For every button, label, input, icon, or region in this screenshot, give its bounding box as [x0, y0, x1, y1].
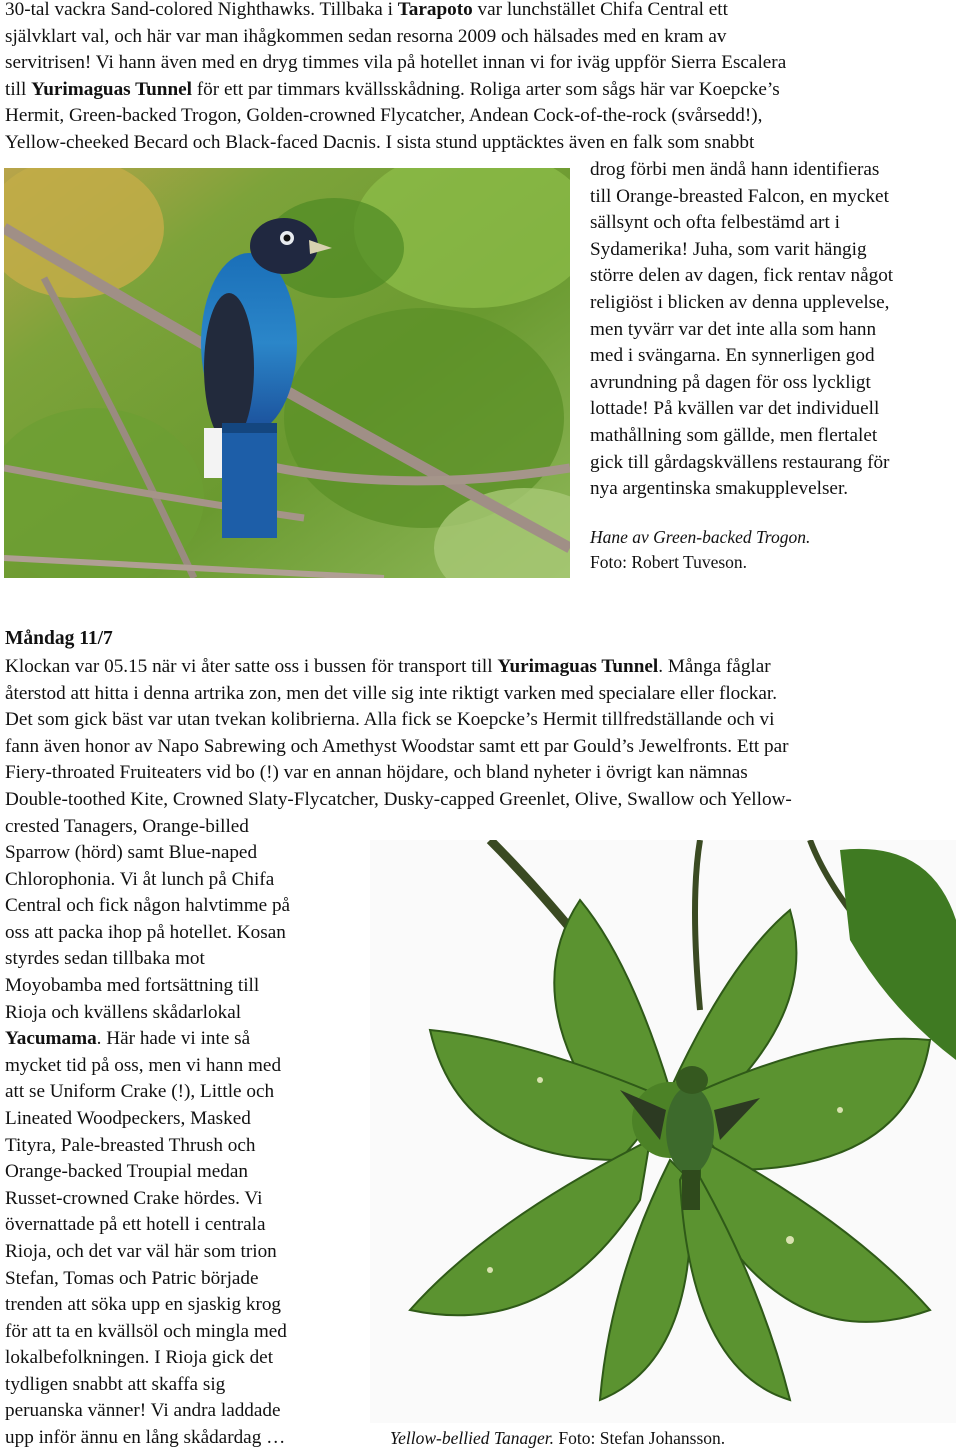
text-run: Tityra, Pale-breasted Thrush och [5, 1134, 256, 1156]
text-line [5, 787, 792, 814]
day-heading: Måndag 11/7 [5, 628, 113, 649]
text-line [5, 1292, 290, 1319]
text-line: lottade! På kvällen var det individuell [590, 398, 880, 420]
text-line [5, 1159, 290, 1186]
text-run: Central och fick någon halvtimme på [5, 895, 291, 917]
tanager-caption [390, 1426, 725, 1451]
text-line [5, 1106, 290, 1133]
text-line [5, 50, 786, 77]
text-line [5, 1239, 290, 1266]
text-run: Yellow-cheeked Becard och Black-faced Dacnis. I sista stund upptäcktes även en falk som snabbt [5, 131, 755, 153]
text-line [5, 1133, 290, 1160]
text-run: övernattade på ett hotell i centrala [5, 1214, 266, 1236]
text-line [5, 77, 786, 104]
text-run: tydligen snabbt att skaffa sig [5, 1373, 226, 1395]
text-line [5, 1345, 290, 1372]
text-run: var lunchstället Chifa Central ett [472, 0, 728, 20]
text-run: lokalbefolkningen. I Rioja gick det [5, 1347, 274, 1369]
text-line [5, 24, 786, 51]
tanager-illustration [370, 840, 956, 1423]
text-run: självklart val, och här var man ihågkommen sedan resorna 2009 och hälsades med en kram av [5, 25, 727, 47]
text-run: till [5, 78, 32, 100]
text-run: Klockan var 05.15 när vi åter satte oss i bussen för transport till [5, 656, 498, 677]
text-line [5, 867, 290, 894]
text-run: Chlorophonia. Vi åt lunch på Chifa [5, 868, 275, 890]
text-run: . Många fåglar [658, 656, 771, 677]
text-line: större delen av dagen, fick rentav något [590, 265, 894, 287]
text-run: oss att packa ihop på hotellet. Kosan [5, 921, 286, 943]
text-run: crested Tanagers, Orange-billed [5, 815, 249, 837]
text-run: Double-toothed Kite, Crowned Slaty-Flycatcher, Dusky-capped Greenlet, Olive, Swallow och Yellow- [5, 788, 792, 810]
bold-place-name: Yurimaguas Tunnel [497, 656, 659, 677]
tanager-caption-credit: Foto: Stefan Johansson. [554, 1428, 726, 1448]
text-run: Stefan, Tomas och Patric började [5, 1267, 259, 1289]
text-run: Lineated Woodpeckers, Masked [5, 1107, 251, 1129]
text-run: upp inför ännu en lång skådardag … [5, 1427, 286, 1449]
bold-place-name: Tarapoto [397, 0, 473, 20]
tanager-photo [370, 840, 956, 1423]
text-run: Moyobamba med fortsättning till [5, 974, 260, 996]
yacumama-paragraph [5, 840, 290, 1452]
text-line: sällsynt och ofta felbestämd art i [590, 212, 840, 234]
text-line [5, 681, 792, 708]
trogon-caption-title: Hane av Green-backed Trogon. [590, 527, 811, 547]
trogon-illustration [4, 168, 570, 578]
text-line [5, 1000, 290, 1027]
tanager-caption-title: Yellow-bellied Tanager. [390, 1428, 555, 1448]
bold-place-name: Yurimaguas Tunnel [31, 78, 192, 100]
text-run: Det som gick bäst var utan tvekan kolibrierna. Alla fick se Koepcke’s Hermit tillfredställande och vi [5, 709, 775, 731]
text-run: Hermit, Green-backed Trogon, Golden-crowned Flycatcher, Andean Cock-of-the-rock (svårsedd!), [5, 105, 763, 127]
text-line [5, 1372, 290, 1399]
text-line [5, 1398, 290, 1425]
text-line: till Orange-breasted Falcon, en mycket [590, 185, 889, 207]
text-line [5, 1026, 290, 1053]
text-line: religiöst i blicken av denna upplevelse, [590, 291, 890, 313]
text-line: med i svängarna. En synnerligen god [590, 345, 875, 367]
text-line [5, 920, 290, 947]
text-line [5, 1425, 290, 1452]
text-line: avrundning på dagen för oss lyckligt [590, 371, 871, 393]
text-line [5, 1053, 290, 1080]
text-line [5, 946, 290, 973]
text-run: Rioja, och det var väl här som trion [5, 1240, 277, 1262]
text-line [5, 1319, 290, 1346]
text-run: att se Uniform Crake (!), Little och [5, 1081, 275, 1103]
text-line: gick till gårdagskvällens restaurang för [590, 451, 890, 473]
text-line [5, 1212, 290, 1239]
text-line [5, 760, 792, 787]
text-run: . Här hade vi inte så [96, 1028, 251, 1050]
text-line: nya argentinska smakupplevelser. [590, 478, 849, 500]
text-run: styrdes sedan tillbaka mot [5, 948, 205, 970]
text-run: Fiery-throated Fruiteaters vid bo (!) var en annan höjdare, och bland nyheter i övrigt kan nämnas [5, 762, 748, 784]
text-run: Russet-crowned Crake hördes. Vi [5, 1187, 263, 1209]
text-run: peruanska vänner! Vi andra laddade [5, 1400, 281, 1422]
text-line [5, 734, 792, 761]
text-run: mycket tid på oss, men vi hann med [5, 1054, 282, 1076]
trogon-photo [4, 168, 570, 578]
text-line [5, 1186, 290, 1213]
text-run: fann även honor av Napo Sabrewing och Amethyst Woodstar samt ett par Gould’s Jewelfronts. Ett par [5, 735, 789, 757]
text-line [5, 654, 792, 681]
text-line [5, 707, 792, 734]
text-run: för ett par timmars kvällsskådning. Roliga arter som sågs här var Koepcke’s [192, 78, 780, 100]
trogon-caption-credit: Foto: Robert Tuveson. [590, 552, 748, 572]
text-line: drog förbi men ändå hann identifieras [590, 159, 880, 180]
text-run: trenden att söka upp en sjaskig krog [5, 1294, 282, 1316]
falcon-paragraph [590, 157, 893, 503]
text-line [5, 130, 786, 157]
text-run: servitrisen! Vi hann även med en dryg timmes vila på hotellet innan vi for iväg uppför Sierra Escalera [5, 52, 787, 74]
text-line: mathållning som gällde, men flertalet [590, 424, 878, 446]
text-run: Orange-backed Troupial medan [5, 1161, 248, 1183]
text-run: Rioja och kvällens skådarlokal [5, 1001, 242, 1023]
bold-place-name: Yacumama [5, 1028, 97, 1050]
day-paragraph [5, 654, 792, 840]
text-line [5, 840, 290, 867]
text-line [5, 1266, 290, 1293]
text-run: återstod att hitta i denna artrika zon, men det ville sig inte riktigt varken med specialare eller flockar. [5, 682, 778, 704]
text-line [5, 814, 792, 841]
trogon-caption [590, 525, 810, 575]
text-line [5, 893, 290, 920]
intro-paragraph [5, 0, 786, 157]
text-line: Sydamerika! Juha, som varit hängig [590, 238, 867, 260]
text-run: för att ta en kvällsöl och mingla med [5, 1320, 287, 1342]
text-line [5, 1079, 290, 1106]
text-line [5, 973, 290, 1000]
text-line [5, 103, 786, 130]
text-line [5, 0, 786, 24]
text-line: men tyvärr var det inte alla som hann [590, 318, 877, 340]
text-run: 30-tal vackra Sand-colored Nighthawks. Tillbaka i [5, 0, 398, 20]
text-run: Sparrow (hörd) samt Blue-naped [5, 842, 258, 863]
